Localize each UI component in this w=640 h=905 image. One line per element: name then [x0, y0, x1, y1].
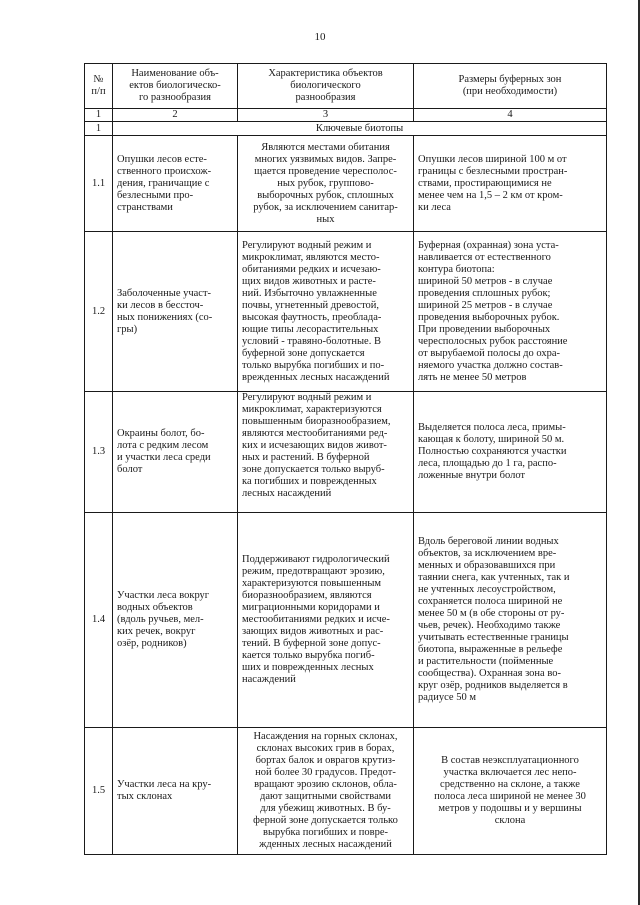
object-name: Участки леса на кру- тых склонах	[113, 728, 238, 855]
column-number-row	[85, 109, 607, 122]
table-row	[85, 513, 607, 728]
buffer-zone-size: Опушки лесов шириной 100 м от границы с безлесными простран- ствами, простирающимися не менее чем на 1,5 – 2 км от кром- ки леса	[414, 136, 607, 232]
object-name: Опушки лесов есте- ственного происхож- дения, граничащие с безлесными про- странствами	[113, 136, 238, 232]
object-characteristic: Регулируют водный режим и микроклимат, являются место- обитаниями редких и исчезаю- щих видов животных и расте- ний. Избыточно увлажненные почвы, угнетенный древостой, высокая фаутность, преоблада- ющие типы лесорастительных условий - травяно-болотные. В буферной зоне допускается только вырубка погибших и по- врежденных лесных насаждений	[238, 232, 414, 392]
table-row	[85, 392, 607, 513]
column-number: 4	[414, 109, 607, 122]
column-number: 3	[238, 109, 414, 122]
table-row	[85, 232, 607, 392]
column-number: 1	[85, 109, 113, 122]
object-name: Заболоченные участ- ки лесов в бессточ- ных понижениях (со- гры)	[113, 232, 238, 392]
header-row	[85, 64, 607, 109]
header-characteristic: Характеристика объектов биологического разнообразия	[238, 64, 414, 109]
object-characteristic: Регулируют водный режим и микроклимат, характеризуются повышенным биоразнообразием, являются местообитаниями ред- ких и исчезающих видов живот- ных и растений. В буферной зоне допускается только выруб- ка погибших и поврежденных лесных насаждений	[238, 392, 414, 513]
object-characteristic: Насаждения на горных склонах, склонах высоких грив в борах, бортах балок и оврагов крутиз- ной более 30 градусов. Предот- вращают эрозию склонов, обла- дают защитными свойствами для убежищ животных. В бу- ферной зоне допускается только вырубка погибших и повре- жденных лесных насаждений	[238, 728, 414, 855]
section-number: 1	[85, 122, 113, 136]
table-row	[85, 136, 607, 232]
table-row	[85, 728, 607, 855]
row-number: 1.1	[85, 136, 113, 232]
buffer-zone-size: Вдоль береговой линии водных объектов, за исключением вре- менных и образовавшихся при таянии снега, как учтенных, так и не учтенных лесоустройством, сохраняется полоса шириной не менее 50 м (в обе стороны от ру- чьев, речек). Необходимо также учитывать естественные границы биотопа, выраженные в рельефе и растительности (пойменные сообщества). Охранная зона во- круг озёр, родников выделяется в радиусе 50 м	[414, 513, 607, 728]
buffer-zone-size: Буферная (охранная) зона уста- навливается от естественного контура биотопа: шириной 50 метров - в случае проведения сплошных рубок; шириной 25 метров - в случае проведения выборочных рубок. При проведении выборочных чересполосных рубок расстояние от вырубаемой полосы до охра- няемого участка должно состав- лять не менее 50 метров	[414, 232, 607, 392]
buffer-zone-size: В состав неэксплуатационного участка включается лес непо- средственно на склоне, а также полоса леса шириной не менее 30 метров у подошвы и у вершины склона	[414, 728, 607, 855]
object-name: Окраины болот, бо- лота с редким лесом и участки леса среди болот	[113, 392, 238, 513]
column-number: 2	[113, 109, 238, 122]
header-num: № п/п	[85, 64, 113, 109]
object-characteristic: Поддерживают гидрологический режим, предотвращают эрозию, характеризуются повышенным биоразнообразием, являются миграционными коридорами и местообитаниями редких и исче- зающих видов животных и рас- тений. В буферной зоне допус- кается только вырубка погиб- ших и поврежденных лесных насаждений	[238, 513, 414, 728]
page-number: 10	[314, 31, 326, 43]
row-number: 1.3	[85, 392, 113, 513]
row-number: 1.2	[85, 232, 113, 392]
section-row	[85, 122, 607, 136]
header-name: Наименование объ- ектов биологическо- го разнообразия	[113, 64, 238, 109]
row-number: 1.5	[85, 728, 113, 855]
object-name: Участки леса вокруг водных объектов (вдоль ручьев, мел- ких речек, вокруг озёр, родников)	[113, 513, 238, 728]
row-number: 1.4	[85, 513, 113, 728]
biodiversity-table	[84, 63, 607, 855]
object-characteristic: Являются местами обитания многих уязвимых видов. Запре- щается проведение чересполос- ных рубок, группово- выборочных рубок, сплошных рубок, за исключением санитар- ных	[238, 136, 414, 232]
header-buffer: Размеры буферных зон (при необходимости)	[414, 64, 607, 109]
buffer-zone-size: Выделяется полоса леса, примы- кающая к болоту, шириной 50 м. Полностью сохраняются участки леса, площадью до 1 га, распо- ложенные внутри болот	[414, 392, 607, 513]
section-title: Ключевые биотопы	[113, 122, 607, 136]
